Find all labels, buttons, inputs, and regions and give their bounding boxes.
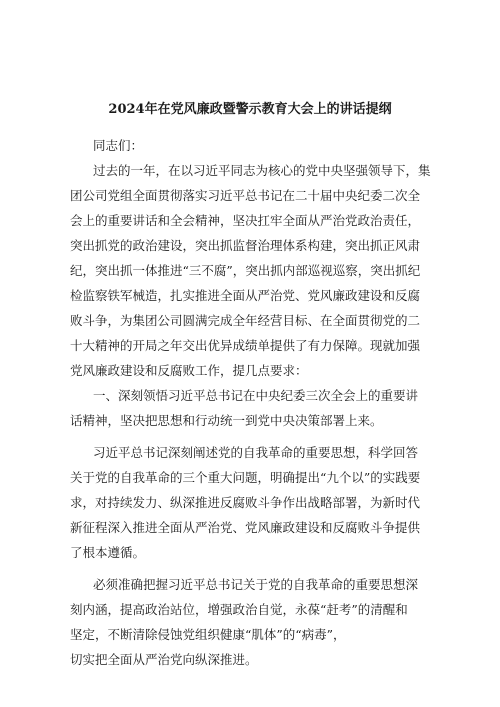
paragraph-2-line: 了根本遵循。 [70, 545, 146, 560]
paragraph-1-line: 团公司党组全面贯彻落实习近平总书记在二十届中央纪委二次全 [70, 188, 421, 203]
paragraph-1-line: 党风廉政建设和反腐败工作，提几点要求： [70, 363, 308, 378]
section-1-heading-line: 一、深刻领悟习近平总书记在中央纪委三次全会上的重要讲 [93, 388, 419, 403]
paragraph-3-line: 切实把全面从严治党向纵深推进。 [70, 652, 258, 667]
section-1-heading-line: 话精神，坚决把思想和行动统一到党中央决策部署上来。 [70, 413, 383, 428]
paragraph-1-line: 突出抓党的政治建设，突出抓监督治理体系构建，突出抓正风肃 [70, 238, 421, 253]
paragraph-3-line: 刻内涵，提高政治站位，增强政治自觉，永葆“赶考”的清醒和 [70, 602, 408, 617]
document-title: 2024年在党风廉政暨警示教育大会上的讲话提纲 [108, 102, 392, 117]
paragraph-1-line: 纪，突出抓一体推进“三不腐”，突出抓内部巡视巡察，突出抓纪 [70, 263, 421, 278]
paragraph-3-line: 坚定，不断清除侵蚀党组织健康“肌体”的“病毒”， [70, 627, 346, 642]
paragraph-1-line: 过去的一年，在以习近平同志为核心的党中央坚强领导下，集 [93, 163, 431, 178]
paragraph-2-line: 习近平总书记深刻阐述党的自我革命的重要思想，科学回答 [93, 445, 419, 460]
paragraph-1-line: 败斗争，为集团公司圆满完成全年经营目标、在全面贯彻党的二 [70, 313, 421, 328]
paragraph-1-line: 会上的重要讲话和全会精神，坚决扛牢全面从严治党政治责任， [70, 213, 421, 228]
paragraph-2-line: 求，对持续发力、纵深推进反腐败斗争作出战略部署，为新时代 [70, 495, 421, 510]
paragraph-1-line: 检监察铁军械造，扎实推进全面从严治党、党风廉政建设和反腐 [70, 288, 421, 303]
paragraph-2-line: 关于党的自我革命的三个重大问题，明确提出“九个以”的实践要 [70, 470, 421, 485]
paragraph-2-line: 新征程深入推进全面从严治党、党风廉政建设和反腐败斗争提供 [70, 520, 421, 535]
salutation: 同志们： [93, 138, 144, 153]
paragraph-3-line: 必须准确把握习近平总书记关于党的自我革命的重要思想深 [93, 577, 419, 592]
paragraph-1-line: 十大精神的开局之年交出优异成绩单提供了有力保障。现就加强 [70, 338, 421, 353]
